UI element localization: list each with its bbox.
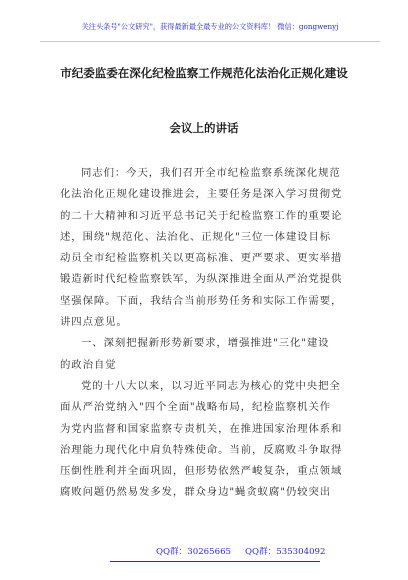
body-line: 锻造新时代纪检监察铁军，为纵深推进全面从严治党提供 <box>60 273 343 286</box>
qq-group-2: QQ群：535304092 <box>245 547 326 557</box>
body-line: 坚强保障。下面，我结合当前形势任务和实际工作需要， <box>60 294 343 307</box>
body-line: 面从严治党纳入"四个全面"战略布局，纪检监察机关作 <box>60 401 332 414</box>
body-line: 腐败问题仍然易发多发，群众身边"蝇贪蚁腐"仍较突出 <box>60 486 332 499</box>
body-line: 为党内监督和国家监察专责机关，在推进国家治理体系和 <box>60 422 343 435</box>
section-heading-continued: 的政治自觉 <box>60 358 117 371</box>
speech-body <box>60 163 350 504</box>
body-line: 同志们：今天，我们召开全市纪检监察系统深化规范 <box>81 167 341 179</box>
section-heading: 一、深刻把握新形势新要求，增强推进"三化"建设 <box>81 337 330 350</box>
body-line: 的二十大精神和习近平总书记关于纪检监察工作的重要论 <box>60 209 343 222</box>
body-line: 讲四点意见。 <box>60 316 128 329</box>
document-title: 市纪委监委在深化纪检监察工作规范化法治化正规化建设 <box>60 66 348 80</box>
body-line: 化法治化正规化建设推进会，主要任务是深入学习贯彻党 <box>60 188 343 201</box>
footer-underline <box>110 561 320 562</box>
body-line: 党的十八大以来，以习近平同志为核心的党中央把全 <box>81 379 341 392</box>
body-line: 动员全市纪检监察机关以更高标准、更严要求、更实举措 <box>60 252 343 265</box>
header-banner: 关注头条号"公文研究"，获得最新最全最专业的公文资料库！ 微信：gongwenyj <box>81 22 339 31</box>
body-line: 述，围绕"规范化、法治化、正规化"三位一体建设目标 <box>60 230 332 243</box>
body-line: 治理能力现代化中肩负特殊使命。当前，反腐败斗争取得 <box>60 443 343 456</box>
document-title-continued: 会议上的讲话 <box>169 121 239 135</box>
body-line: 压倒性胜利并全面巩固，但形势依然严峻复杂，重点领域 <box>60 465 343 478</box>
qq-group-1: QQ群：30265665 <box>156 547 232 557</box>
header-divider <box>40 41 380 42</box>
